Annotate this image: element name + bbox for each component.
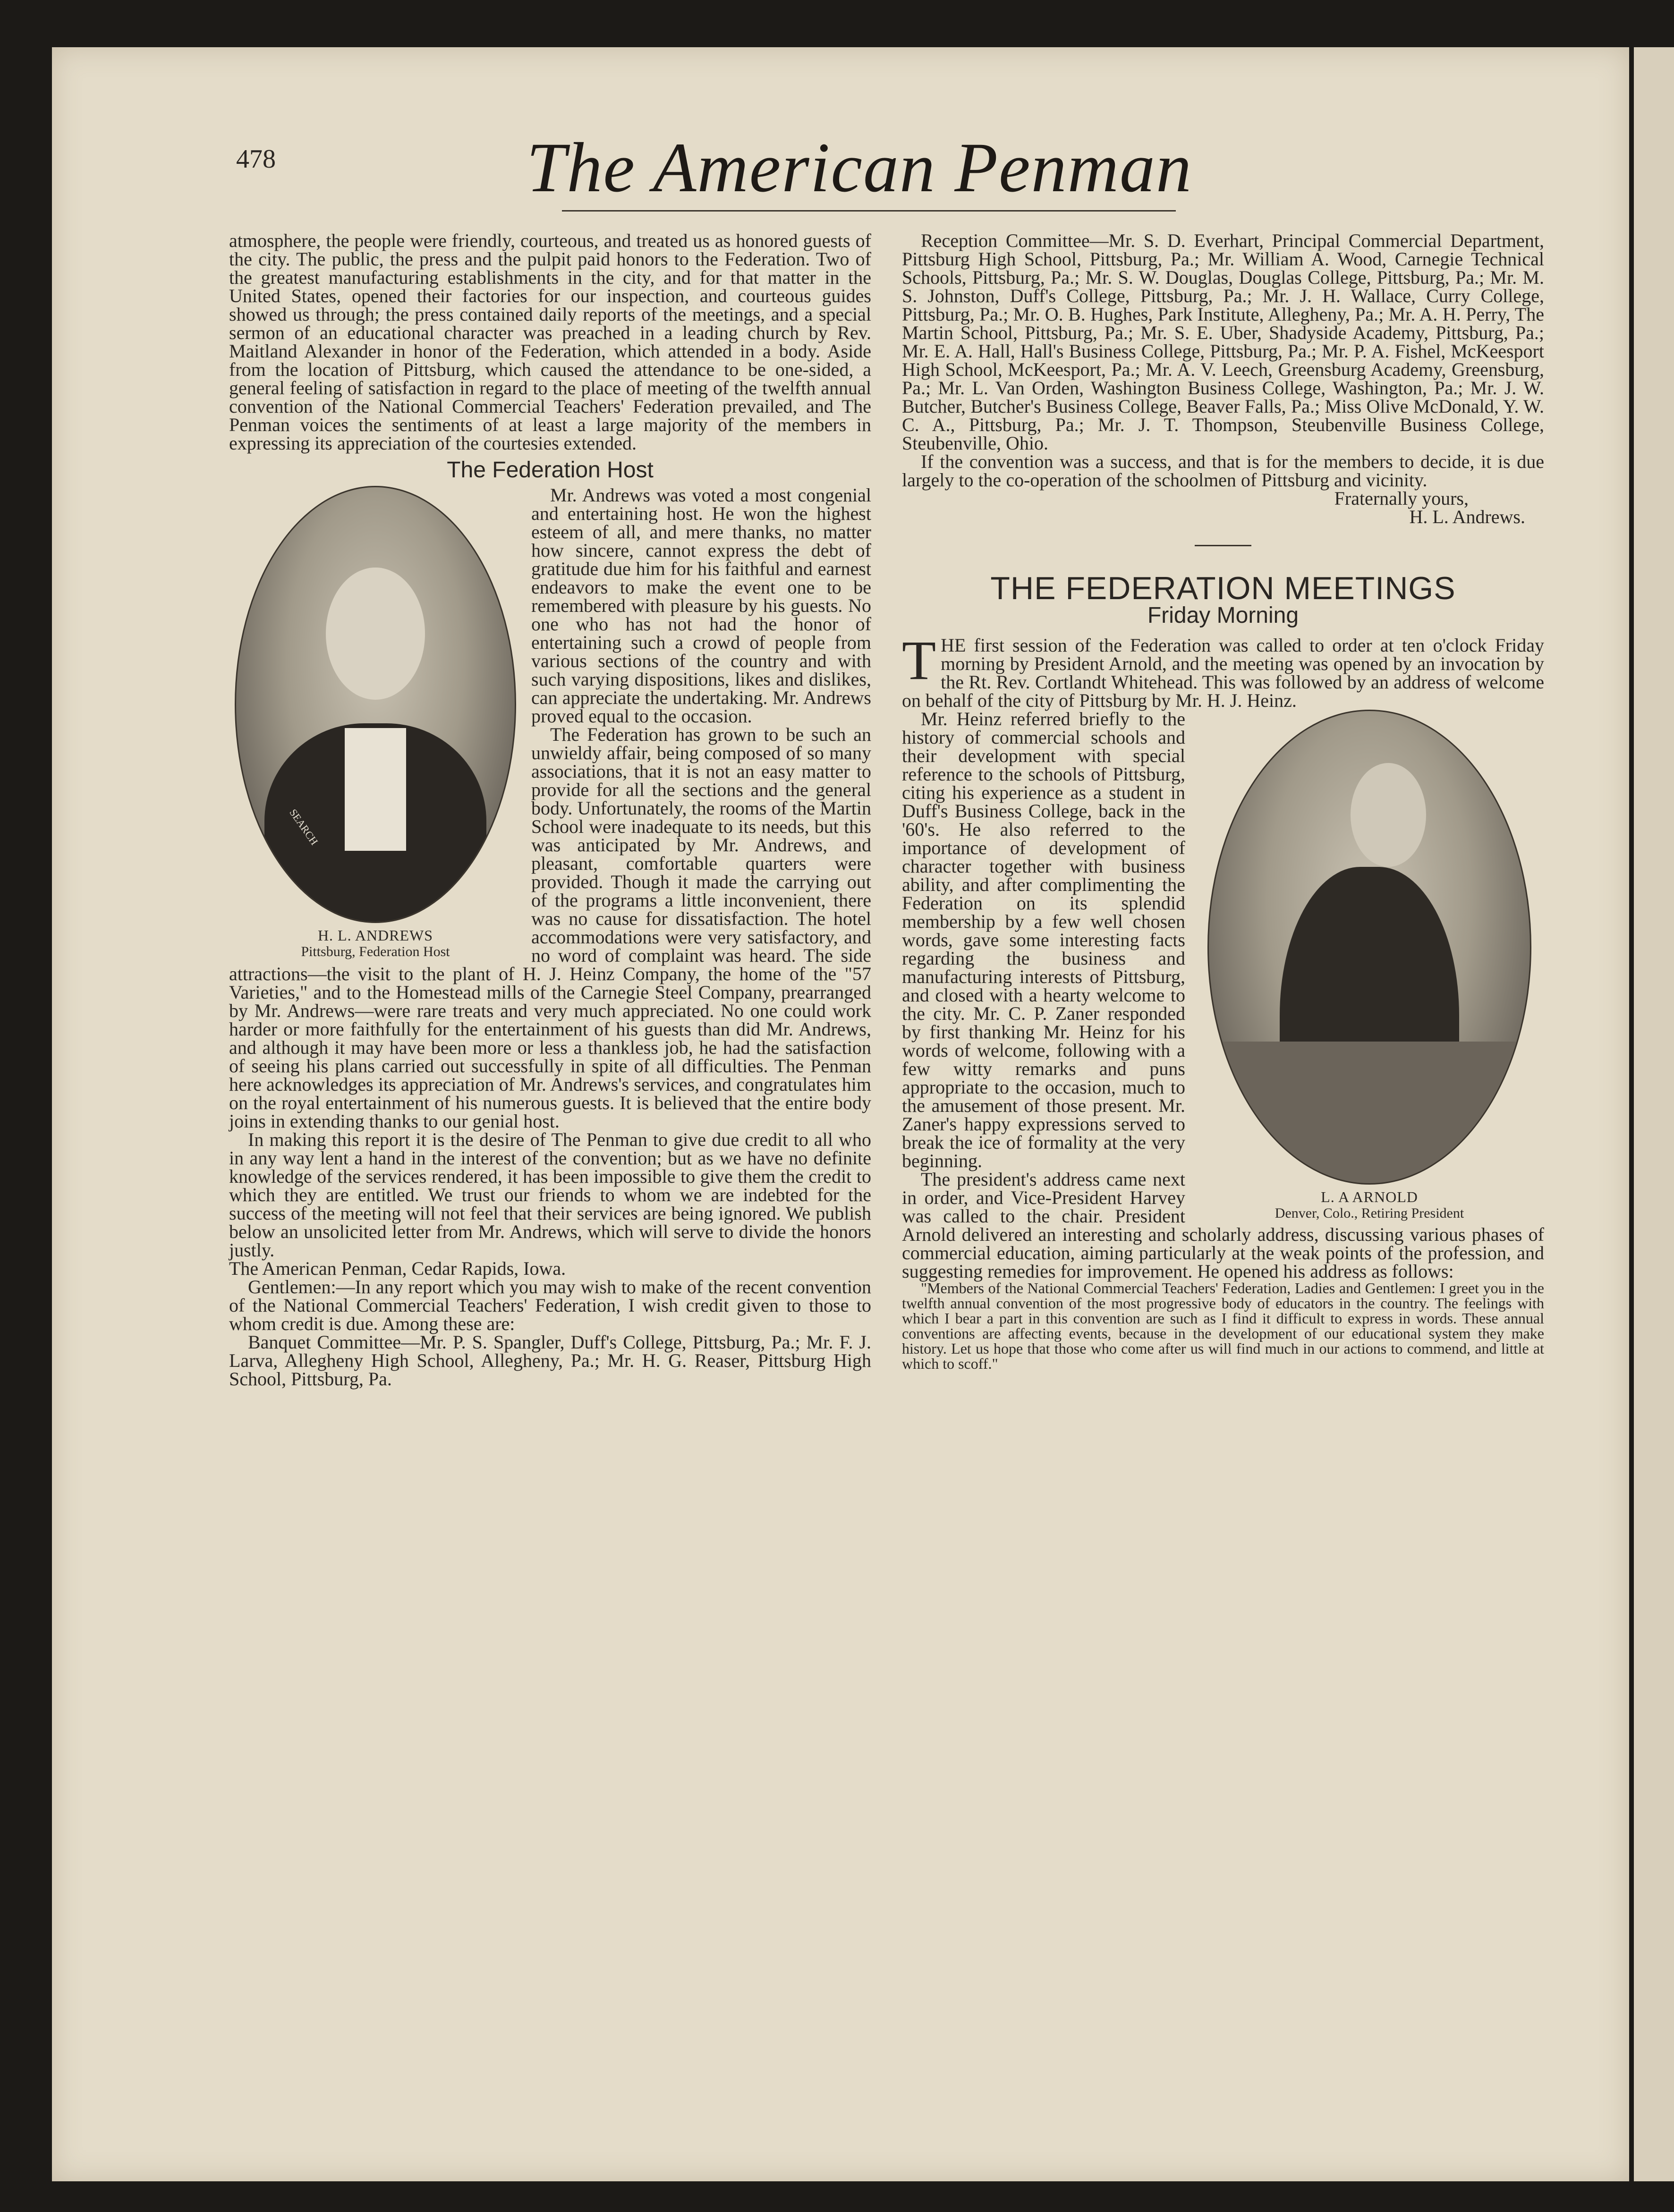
right-column bbox=[902, 231, 1544, 1371]
left-letter-address: The American Penman, Cedar Rapids, Iowa. bbox=[229, 1258, 566, 1279]
left-paragraph-4: In making this report it is the desire of The Penman to give due credit to all who in any way lent a hand in the interest of the convention; but as we have no definite knowledge of the services rendered, it has been impossible to give them the credit to which they are entitled. We trust our friends to whom we are indebted for the success of the meeting will not feel that their services are being ignored. We publish below an unsolicited letter from Mr. Andrews, which will serve to divide the honors justly. bbox=[229, 1129, 871, 1261]
arnold-caption-subtitle: Denver, Colo., Retiring President bbox=[1275, 1205, 1464, 1221]
left-column bbox=[229, 231, 871, 1388]
left-banquet-committee: Banquet Committee—Mr. P. S. Spangler, Duff's College, Pittsburg, Pa.; Mr. F. J. Larva, Allegheny High School, Allegheny, Pa.; Mr. H. G. Reaser, Pittsburg High School, Pittsburg, Pa. bbox=[229, 1331, 871, 1390]
section-heading-federation-host: The Federation Host bbox=[447, 458, 654, 483]
letter-closing: Fraternally yours, bbox=[1334, 488, 1469, 509]
reception-committee: Reception Committee—Mr. S. D. Everhart, Principal Commercial Department, Pittsburg High School, Pittsburg, Pa.; Mr. William A. Wood, Carnegie Technical Schools, Pittsburg, Pa.; Mr. S. W. Douglas, Douglas College, Pittsburg, Pa.; Mr. M. S. Johnston, Duff's College, Pittsburg, Pa.; Mr. J. H. Wallace, Curry College, Pittsburg, Pa.; Mr. O. B. Hughes, Park Institute, Allegheny, Pa.; Mr. A. H. Perry, The Martin School, Pittsburg, Pa.; Mr. S. E. Uber, Shadyside Academy, Pittsburg, Pa.; Mr. E. A. Hall, Hall's Business College, Pittsburg, Pa.; Mr. P. A. Fishel, McKeesport High School, McKeesport, Pa.; Mr. A. V. Leech, Greensburg Academy, Greensburg, Pa.; Mr. L. Van Orden, Washington Business College, Washington, Pa.; Mr. J. W. Butcher, Butcher's Business College, Beaver Falls, Pa.; Miss Olive McDonald, Y. W. C. A., Pittsburg, Pa.; Mr. J. T. Thompson, Steubenville Business College, Steubenville, Ohio. bbox=[902, 230, 1544, 454]
section-divider bbox=[1195, 545, 1251, 546]
masthead: The American Penman bbox=[527, 128, 1192, 207]
andrews-caption-subtitle: Pittsburg, Federation Host bbox=[301, 944, 450, 959]
andrews-caption-name: H. L. ANDREWS bbox=[317, 927, 433, 944]
left-letter-salutation: Gentlemen:—In any report which you may wish to make of the recent convention of the National Commercial Teachers' Federation, I wish credit given to those to whom credit is due. Among these are: bbox=[229, 1276, 871, 1334]
right-paragraph-3-text: HE first session of the Federation was called to order at ten o'clock Friday morning by President Arnold, and the meeting was opened by an invocation by the Rt. Rev. Cortlandt Whitehead. This was followed by an address of welcome on behalf of the city of Pittsburg by Mr. H. J. Heinz. bbox=[902, 635, 1544, 711]
arnold-photo-figure bbox=[1195, 710, 1544, 1221]
magazine-page bbox=[52, 47, 1629, 2181]
page-number: 478 bbox=[236, 144, 276, 174]
subheading-friday-morning: Friday Morning bbox=[1147, 603, 1299, 628]
left-paragraph-3: The Federation has grown to be such an unwieldy affair, being composed of so many associations, that it is not an easy matter to provide for all the sections and the general body. Unfortunately, the rooms of the Martin School were inadequate to its needs, but this was anticipated by Mr. Andrews, and pleasant, comfortable quarters were provided. Though it made the carrying out of the programs a little inconvenient, there was no cause for dissatisfaction. The hotel accommodations were very satisfactory, and no word of complaint was heard. The side attractions—the visit to the plant of H. J. Heinz Company, the home of the "57 Varieties," and to the Homestead mills of the Carnegie Steel Company, prearranged by Mr. Andrews—were rare treats and very much appreciated. No one could work harder or more faithfully for the entertainment of his guests than did Mr. Andrews, and although it may have been more or less a thankless job, he had the satisfaction of seeing his plans carried out successfully in spite of all difficulties. The Penman here acknowledges its appreciation of Mr. Andrews's services, and congratulates him on the royal entertainment of his numerous guests. It is believed that the entire body joins in extending thanks to our genial host. bbox=[229, 724, 871, 1132]
right-paragraph-2: If the convention was a success, and that is for the members to decide, it is due largely to the co-operation of the schoolmen of Pittsburg and vicinity. bbox=[902, 451, 1544, 491]
portrait-desk-shape bbox=[1209, 1042, 1530, 1185]
left-paragraph-2: Mr. Andrews was voted a most congenial and entertaining host. He won the highest esteem of all, and mere thanks, no matter how sincere, cannot express the debt of gratitude due him for his faithful and earnest endeavors to make the event one to be remembered with pleasure by his guests. No one who has not had the honor of entertaining such a crowd of people from various sections of the country and with such varying dispositions, likes and dislikes, can appreciate the undertaking. Mr. Andrews proved equal to the occasion. bbox=[531, 484, 871, 727]
portrait-head-shape bbox=[326, 568, 425, 700]
drop-cap-letter: T bbox=[902, 629, 936, 691]
andrews-photo-figure bbox=[229, 486, 522, 960]
andrews-portrait-photo bbox=[235, 486, 516, 923]
next-page-edge bbox=[1634, 47, 1674, 2181]
right-paragraph-3 bbox=[902, 629, 1544, 711]
portrait-shirt-shape bbox=[345, 728, 406, 851]
left-paragraph-1: atmosphere, the people were friendly, courteous, and treated us as honored guests of the city. The public, the press and the pulpit paid honors to the Federation. Two of the greatest manufacturing establishments in the city, and for that matter in the United States, opened their factories for our inspection, and courteous guides showed us through; the press contained daily reports of the meetings, and a special sermon of an educational character was preached in a leading church by Rev. Maitland Alexander in honor of the Federation, which attended in a body. Aside from the location of Pittsburg, which caused the attendance to be one-sided, a general feeling of satisfaction in regard to the place of meeting of the twelfth annual convention of the National Commercial Teachers' Federation prevailed, and The Penman voices the sentiments of at least a large majority of the members in expressing its appreciation of the courtesies extended. bbox=[229, 230, 871, 454]
right-paragraph-4: Mr. Heinz referred briefly to the history of commercial schools and their development with special reference to the schools of Pittsburg, citing his experience as a student in Duff's Business College, back in the '60's. He also referred to the importance of development of character together with business ability, and after complimenting the Federation on its splendid membership by a few well chosen words, gave some interesting facts regarding the business and manufacturing interests of Pittsburg, and closed with a hearty welcome to the city. Mr. C. P. Zaner responded by first thanking Mr. Heinz for his words of welcome, following with a few witty remarks and puns appropriate to the occasion, much to the amusement of those present. Mr. Zaner's happy expressions served to break the ice of formality at the very beginning. bbox=[902, 708, 1185, 1171]
section-title-federation-meetings: THE FEDERATION MEETINGS bbox=[990, 570, 1456, 606]
arnold-caption-name: L. A ARNOLD bbox=[1321, 1188, 1418, 1205]
letter-signature: H. L. Andrews. bbox=[1409, 506, 1525, 527]
studio-mark: SEARCH bbox=[287, 806, 321, 848]
portrait-head-shape bbox=[1351, 763, 1426, 867]
masthead-underline bbox=[562, 210, 1176, 212]
arnold-portrait-photo bbox=[1207, 710, 1531, 1185]
right-paragraph-5: The president's address came next in order, and Vice-President Harvey was called to the chair. President Arnold delivered an interesting and scholarly address, discussing various phases of commercial education, aiming particularly at the weak points of the profession, and suggesting remedies for improvement. He opened his address as follows: bbox=[902, 1169, 1544, 1282]
presidential-address-quote: "Members of the National Commercial Teachers' Federation, Ladies and Gentlemen: I greet you in the twelfth annual convention of the most progressive body of educators in the country. The feelings with which I bear a part in this convention are such as I find it difficult to express in words. These annual conventions are affecting events, because in the development of our educational system they make history. Let us hope that those who come after us will find much in our actions to commend, and little at which to scoff." bbox=[902, 1280, 1544, 1372]
